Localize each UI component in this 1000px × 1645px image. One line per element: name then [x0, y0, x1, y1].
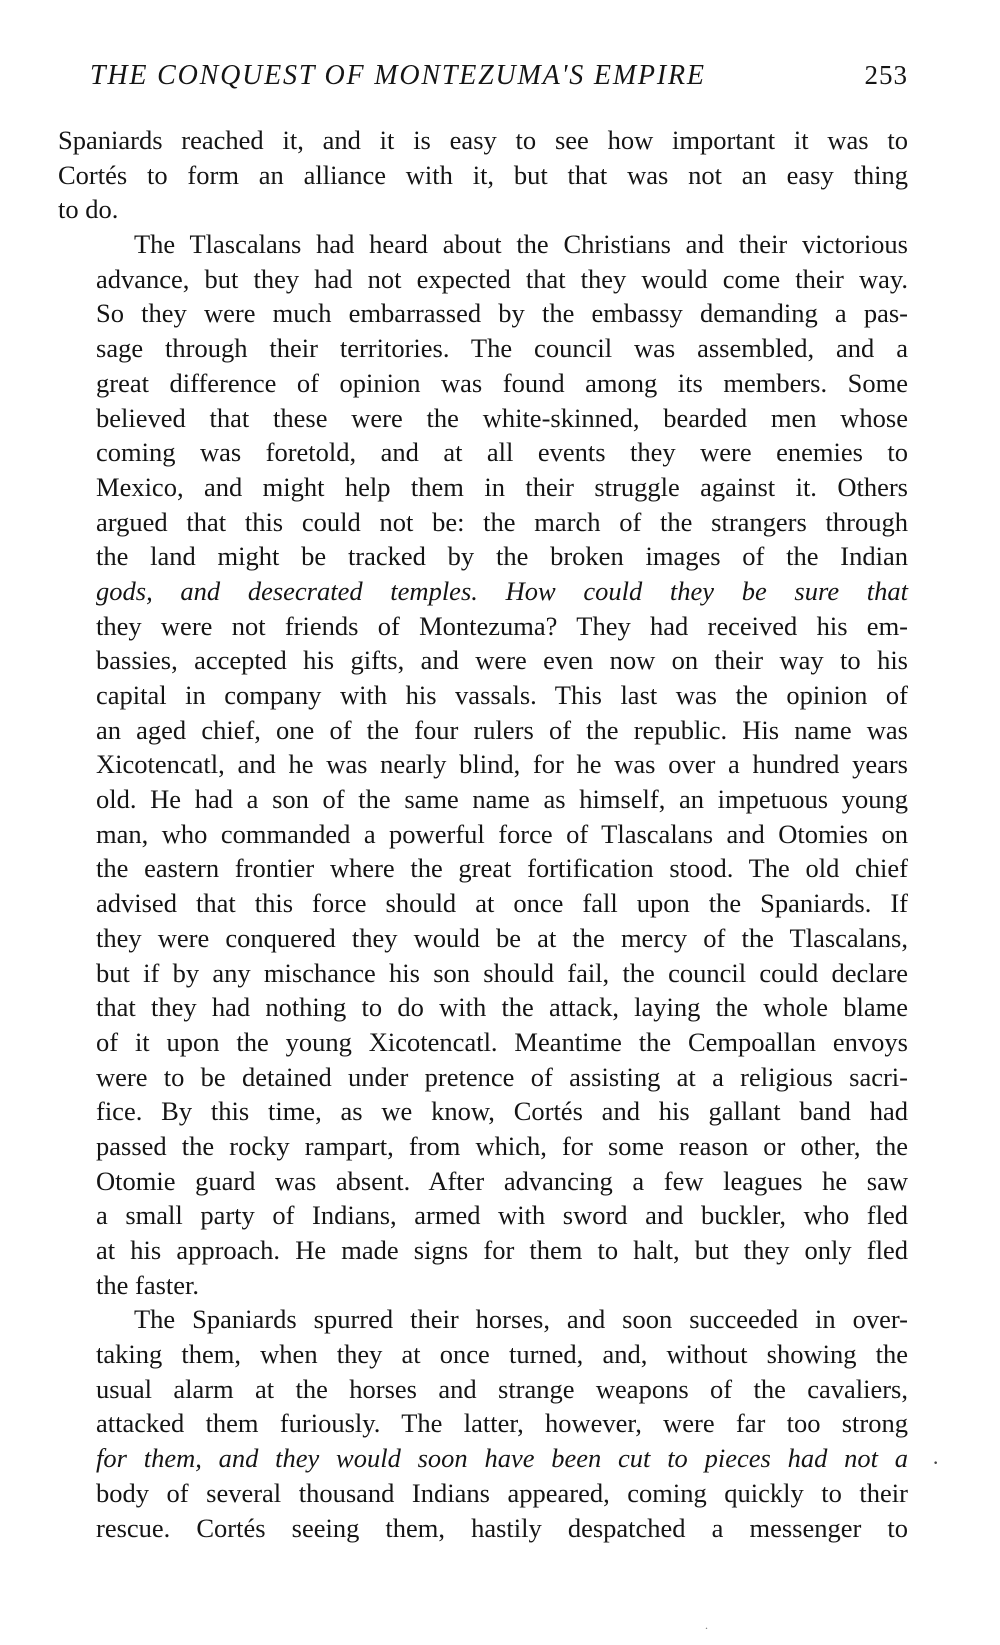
text-line: that they had nothing to do with the attack, laying the whole blame: [96, 992, 908, 1023]
text-line: rescue. Cortés seeing them, hastily despatched a messenger to: [96, 1512, 908, 1543]
text-line: gods, and desecrated temples. How could they be sure that: [96, 575, 908, 606]
text-line: bassies, accepted his gifts, and were even now on their way to his: [96, 645, 908, 676]
paragraph-1: [58, 123, 908, 227]
text-line: Cortés to form an alliance with it, but that was not an easy thing: [58, 159, 908, 190]
margin-speck: ·: [932, 1450, 940, 1475]
text-line: the faster.: [96, 1269, 200, 1300]
text-line: man, who commanded a powerful force of Tlascalans and Otomies on: [96, 818, 908, 849]
text-line: the land might be tracked by the broken images of the Indian: [96, 541, 908, 572]
text-line: fice. By this time, as we know, Cortés and his gallant band had: [96, 1096, 908, 1127]
text-line: the eastern frontier where the great fortification stood. The old chief: [96, 853, 908, 884]
text-line: old. He had a son of the same name as himself, an impetuous young: [96, 784, 908, 815]
text-line: The Spaniards spurred their horses, and soon succeeded in over-: [134, 1304, 908, 1335]
text-line: believed that these were the white-skinned, bearded men whose: [96, 402, 908, 433]
text-line: taking them, when they at once turned, and, without showing the: [96, 1339, 908, 1370]
text-line: to do.: [58, 194, 119, 225]
text-line: Spaniards reached it, and it is easy to see how important it was to: [58, 125, 908, 155]
text-line: usual alarm at the horses and strange weapons of the cavaliers,: [96, 1373, 908, 1404]
text-line: The Tlascalans had heard about the Christians and their victorious: [134, 229, 908, 260]
text-line: of it upon the young Xicotencatl. Meantime the Cempoallan envoys: [96, 1026, 908, 1057]
text-line: Mexico, and might help them in their struggle against it. Others: [96, 471, 908, 502]
text-line: argued that this could not be: the march of the strangers through: [96, 506, 908, 537]
text-line: great difference of opinion was found among its members. Some: [96, 367, 908, 398]
text-line: Otomie guard was absent. After advancing a few leagues he saw: [96, 1165, 908, 1196]
text-line: So they were much embarrassed by the embassy demanding a pas-: [96, 298, 908, 329]
text-line: advised that this force should at once fall upon the Spaniards. If: [96, 888, 908, 919]
text-line: were to be detained under pretence of assisting at a religious sacri-: [96, 1061, 908, 1092]
text-line: advance, but they had not expected that they would come their way.: [96, 263, 908, 294]
text-line: attacked them furiously. The latter, however, were far too strong: [96, 1408, 908, 1439]
paragraph-3: [58, 1302, 908, 1545]
bottom-speck: .: [705, 1618, 708, 1632]
text-line: coming was foretold, and at all events they were enemies to: [96, 437, 908, 468]
text-line: at his approach. He made signs for them to halt, but they only fled: [96, 1235, 908, 1265]
text-line: sage through their territories. The council was assembled, and a: [96, 333, 908, 364]
body-text: [58, 123, 908, 1545]
page-number: 253: [864, 60, 908, 90]
text-line: Xicotencatl, and he was nearly blind, for he was over a hundred years: [96, 749, 908, 780]
text-line: an aged chief, one of the four rulers of the republic. His name was: [96, 714, 908, 745]
text-line: for them, and they would soon have been cut to pieces had not a: [96, 1443, 908, 1474]
text-line: a small party of Indians, armed with sword and buckler, who fled: [96, 1200, 908, 1231]
text-line: but if by any mischance his son should fail, the council could declare: [96, 957, 908, 988]
paragraph-2: [58, 227, 908, 1302]
text-line: capital in company with his vassals. This last was the opinion of: [96, 680, 908, 710]
text-line: they were conquered they would be at the mercy of the Tlascalans,: [96, 922, 908, 953]
text-line: passed the rocky rampart, from which, for some reason or other, the: [96, 1130, 908, 1161]
running-title: THE CONQUEST OF MONTEZUMA'S EMPIRE: [90, 60, 706, 91]
running-header: [58, 60, 908, 94]
text-line: they were not friends of Montezuma? They had received his em-: [96, 610, 908, 641]
text-line: body of several thousand Indians appeared, coming quickly to their: [96, 1477, 908, 1508]
